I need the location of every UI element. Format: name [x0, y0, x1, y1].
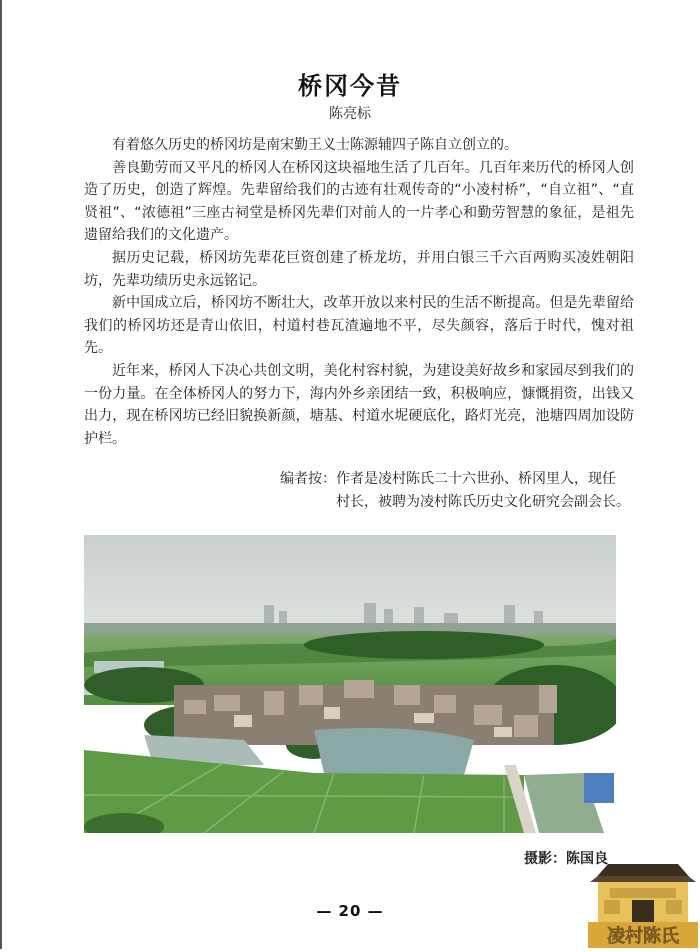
paragraph-5: 近年来，桥冈人下决心共创文明，美化村容村貌，为建设美好故乡和家园尽到我们的一份力量。在全体桥冈人的努力下，海内外乡亲团结一致，积极响应，慷慨捐资，出钱又出力，现在桥冈坊已经旧貌换新颜，塘基、村道水坭硬底化，路灯光亮，池塘四周加设防护栏。	[84, 362, 634, 447]
article-title: 桥冈今昔	[298, 71, 402, 100]
page-edge-line	[0, 0, 2, 949]
editor-note-line-1: 编者按：作者是凌村陈氏二十六世孙、桥冈里人，现任	[280, 471, 616, 487]
logo-text: 凌村陈氏	[607, 926, 679, 947]
editor-note	[280, 468, 640, 514]
paragraph-1: 有着悠久历史的桥冈坊是南宋勤王义士陈源辅四子陈自立创立的。	[112, 137, 518, 153]
photo-credit: 摄影：陈国良	[524, 851, 608, 867]
paragraph-2: 善良勤劳而又平凡的桥冈人在桥冈这块福地生活了几百年。几百年来历代的桥冈人创造了历史，创造了辉煌。先辈留给我们的古迹有壮观传奇的“小凌村桥”，“自立祖”、“直贤祖”、“浓德祖”三座古祠堂是桥冈先辈们对前人的一片孝心和勤劳智慧的象征，是祖先遗留给我们的文化遗产。	[84, 159, 634, 244]
lingcun-chen-logo	[588, 856, 698, 948]
page-number: — 20 —	[316, 902, 384, 920]
editor-note-line-2: 村长，被聘为凌村陈氏历史文化研究会副会长。	[336, 494, 630, 510]
village-aerial-photo	[84, 535, 616, 833]
article-author: 陈亮标	[329, 106, 371, 122]
article-body	[84, 134, 634, 450]
paragraph-4: 新中国成立后，桥冈坊不断壮大，改革开放以来村民的生活不断提高。但是先辈留给我们的桥冈坊还是青山依旧，村道村巷瓦渣遍地不平，尽失颜容，落后于时代，愧对祖先。	[84, 295, 634, 357]
ancestral-hall-gate-icon	[588, 856, 698, 948]
aerial-landscape-image	[84, 535, 616, 833]
paragraph-3: 据历史记载，桥冈坊先辈花巨资创建了桥龙坊，并用白银三千六百两购买凌姓朝阳坊，先辈功绩历史永远铭记。	[84, 249, 634, 289]
